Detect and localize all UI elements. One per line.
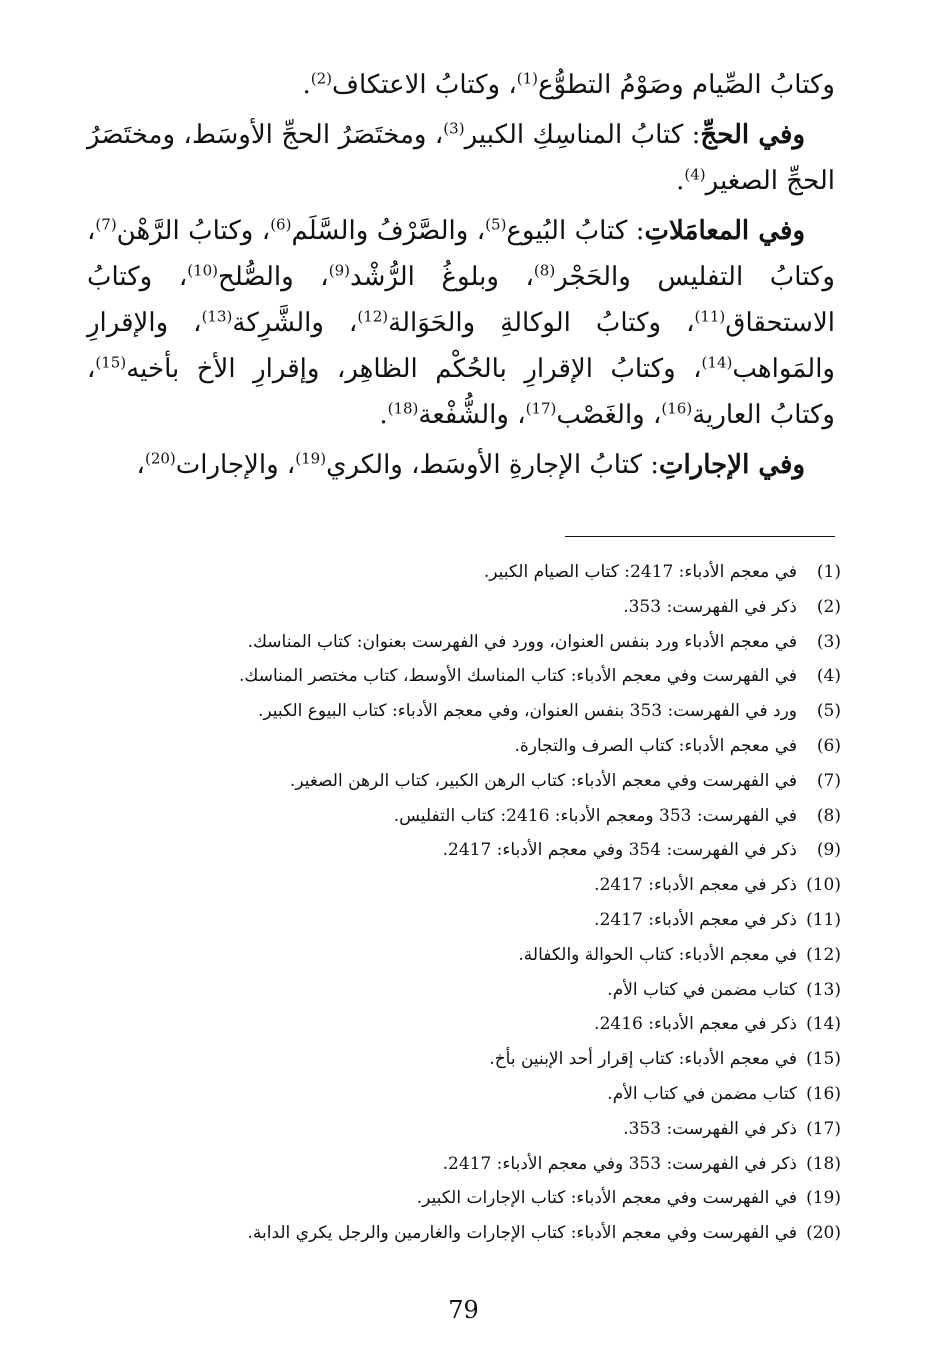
text-run: . (676, 166, 685, 196)
text-run: ، والإقرارِ والمَواهب (87, 308, 835, 384)
text-run: . (379, 400, 388, 430)
text-run: ، وكتابُ الاستحقاق (87, 262, 835, 338)
section-heading: وفي الحجِّ (700, 120, 806, 150)
text-run: ، وكتابُ الوكالةِ والحَوَالة (388, 308, 695, 338)
footnote (89, 625, 841, 660)
footnote (89, 1147, 841, 1182)
footnote-text: ذكر في الفهرست: 353. (623, 1118, 797, 1139)
footnote-ref: (11) (694, 307, 726, 326)
text-run: ، والإجارات (175, 450, 296, 480)
footnote-text: ذكر في الفهرست: 353 وفي معجم الأدباء: 2417. (442, 1153, 797, 1174)
footnote-ref: (14) (701, 353, 733, 372)
footnote-text: في الفهرست وفي معجم الأدباء: كتاب المناسك الأوسط، كتاب مختصر المناسك. (239, 666, 797, 687)
footnote (89, 590, 841, 625)
footnotes-list (89, 555, 841, 1251)
footnote-text: في معجم الأدباء: كتاب إقرار أحد الإبنين بأخ. (489, 1049, 797, 1070)
footnote-number: (12) (806, 944, 841, 965)
footnote (89, 938, 841, 973)
paragraph (87, 208, 835, 438)
footnote-ref: (4) (684, 165, 706, 184)
footnote-ref: (1) (516, 69, 539, 88)
footnote (89, 1181, 841, 1216)
footnote-text: في الفهرست وفي معجم الأدباء: كتاب الإجارات والغارمين والرجل يكري الدابة. (247, 1223, 797, 1244)
footnote-text: في معجم الأدباء: 2417: كتاب الصيام الكبير. (483, 562, 797, 582)
footnote (89, 868, 841, 903)
footnote (89, 659, 841, 694)
footnote (89, 903, 841, 938)
footnote-number: (14) (806, 1014, 841, 1035)
footnote-ref: (12) (357, 307, 389, 326)
text-run: ، والشُّفْعة (418, 400, 526, 430)
text-run: : كتابُ الإجارةِ الأوسَط، والكري (326, 450, 659, 480)
text-run: ، وكتابُ العارية (87, 354, 835, 430)
footnote-ref: (8) (533, 261, 556, 280)
footnote-number: (5) (816, 701, 841, 722)
footnote-text: كتاب مضمن في كتاب الأم. (607, 979, 797, 1000)
footnote (89, 1216, 841, 1251)
text-run: ، (136, 450, 145, 480)
footnote-ref: (9) (328, 261, 350, 280)
footnote-text: في الفهرست وفي معجم الأدباء: كتاب الإجارات الكبير. (416, 1188, 797, 1209)
page-number: 79 (448, 1296, 479, 1324)
footnote-number: (8) (816, 805, 841, 826)
footnote-number: (3) (816, 631, 841, 652)
footnote-ref: (19) (295, 449, 327, 468)
footnote-text: في معجم الأدباء ورد بنفس العنوان، وورد في الفهرست بعنوان: كتاب المناسك. (247, 631, 797, 652)
footnote (89, 764, 841, 799)
text-run: : كتابُ البُيوع (506, 216, 645, 246)
text-run: وكتابُ الصِّيام وصَوْمُ التطوُّع (538, 70, 835, 100)
footnote (89, 799, 841, 834)
paragraph (87, 62, 835, 108)
footnote-ref: (3) (443, 119, 465, 138)
footnote-number: (11) (806, 909, 841, 930)
text-run: ، والصُّلح (218, 262, 329, 292)
footnote-number: (2) (816, 596, 841, 617)
footnote-text: ذكر في معجم الأدباء: 2416. (594, 1014, 797, 1035)
footnote-number: (16) (806, 1083, 841, 1104)
text-run: ، والشَّرِكة (232, 308, 358, 338)
text-run: . (302, 70, 311, 100)
footnote (89, 694, 841, 729)
text-run: ، والصَّرْفُ والسَّلَم (291, 216, 486, 246)
footnote-ref: (20) (144, 449, 176, 468)
footnote-ref: (6) (270, 215, 292, 234)
footnote-number: (9) (816, 840, 841, 861)
footnote-number: (19) (806, 1188, 841, 1209)
footnote-number: (10) (806, 875, 841, 896)
footnote-number: (7) (816, 770, 841, 791)
footnote (89, 1112, 841, 1147)
footnote-text: ذكر في معجم الأدباء: 2417. (594, 909, 797, 930)
footnote-text: في الفهرست: 353 ومعجم الأدباء: 2416: كتاب التفليس. (393, 805, 797, 826)
footnote-ref: (13) (201, 307, 233, 326)
footnote-number: (6) (816, 735, 841, 756)
footnote-number: (15) (806, 1049, 841, 1070)
footnote-ref: (17) (525, 399, 557, 418)
footnote-ref: (10) (187, 261, 219, 280)
text-run: ، وكتابُ الإقرارِ بالحُكْم الظاهِر، وإقرارِ الأخ بأخيه (126, 354, 702, 384)
footnote-separator (565, 536, 835, 537)
paragraph (87, 442, 835, 488)
footnote-text: في معجم الأدباء: كتاب الصرف والتجارة. (514, 735, 797, 756)
footnote-text: ذكر في معجم الأدباء: 2417. (594, 875, 797, 896)
text-run: ، والغَصْب (556, 400, 662, 430)
footnote-number: (20) (806, 1223, 841, 1244)
footnote-text: ذكر في الفهرست: 353. (623, 596, 797, 617)
footnote-number: (4) (816, 666, 841, 687)
section-heading: وفي الإجاراتِ (658, 450, 805, 480)
text-run: ، ومختَصَرُ الحجِّ الأوسَط، ومختَصَرُ الحجِّ الصغير (87, 120, 835, 196)
footnote (89, 833, 841, 868)
section-heading: وفي المعامَلاتِ (644, 216, 806, 246)
footnote (89, 555, 841, 590)
footnote (89, 973, 841, 1008)
footnote (89, 729, 841, 764)
footnote-ref: (2) (310, 69, 333, 88)
footnote-number: (18) (806, 1153, 841, 1174)
footnote-text: كتاب مضمن في كتاب الأم. (607, 1083, 797, 1104)
footnote-ref: (7) (95, 215, 117, 234)
footnote-ref: (16) (661, 399, 693, 418)
footnote (89, 1042, 841, 1077)
footnote-ref: (5) (485, 215, 507, 234)
footnote-number: (13) (806, 979, 841, 1000)
main-text (87, 62, 835, 492)
text-run: ، وكتابُ الرَّهْن (116, 216, 271, 246)
text-run: ، وكتابُ التفليس والحَجْر (87, 216, 835, 292)
footnote-text: في معجم الأدباء: كتاب الحوالة والكفالة. (518, 944, 797, 965)
footnote-text: ورد في الفهرست: 353 بنفس العنوان، وفي معجم الأدباء: كتاب البيوع الكبير. (258, 701, 797, 722)
footnote-text: في الفهرست وفي معجم الأدباء: كتاب الرهن الكبير، كتاب الرهن الصغير. (289, 770, 797, 791)
footnote (89, 1077, 841, 1112)
footnote-number: (1) (816, 562, 841, 582)
paragraph (87, 112, 835, 204)
footnote-ref: (15) (95, 353, 127, 372)
footnote-text: ذكر في الفهرست: 354 وفي معجم الأدباء: 2417. (442, 840, 797, 861)
text-run: ، وكتابُ الاعتكاف (332, 70, 517, 100)
footnote (89, 1007, 841, 1042)
footnote-number: (17) (806, 1118, 841, 1139)
text-run: ، وبلوغُ الرُّشْد (349, 262, 534, 292)
text-run: : كتابُ المناسِكِ الكبير (464, 120, 701, 150)
footnote-ref: (18) (387, 399, 419, 418)
